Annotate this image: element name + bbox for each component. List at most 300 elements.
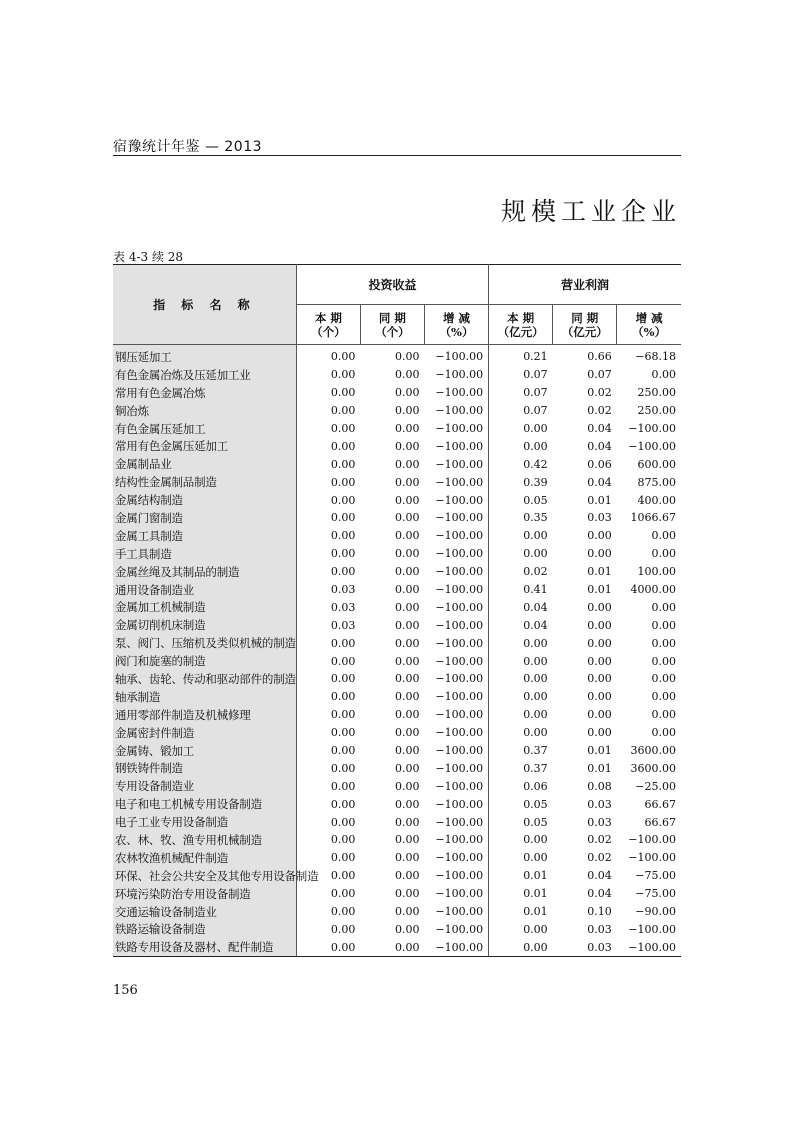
row-value-cell: 0.00 (651, 618, 676, 632)
table-row (113, 545, 681, 563)
row-value-cell: 0.00 (394, 708, 420, 722)
row-indicator-name: 交通运输设备制造业 (113, 903, 296, 921)
table-row (113, 491, 681, 509)
table-row (113, 509, 681, 527)
row-indicator-name: 通用零部件制造及机械修理 (113, 706, 296, 724)
row-value-cell: 0.00 (330, 368, 356, 382)
subheader-unit: （%） (632, 324, 667, 339)
row-value-cell: −75.00 (635, 869, 676, 883)
row-value-cell: 0.42 (523, 457, 548, 471)
row-value-cell: 0.05 (523, 493, 548, 507)
row-value-cell: 0.39 (523, 475, 548, 489)
row-value-cell: 0.00 (330, 404, 356, 418)
row-value-cell: 0.01 (523, 869, 548, 883)
row-value-cell: 0.00 (330, 797, 356, 811)
group-header-operating-profit: 营业利润 (489, 265, 681, 305)
header-rule (113, 155, 681, 156)
row-value-cell: 0.00 (394, 511, 420, 525)
row-value-cell: 0.03 (330, 583, 356, 597)
row-value-cell: 4000.00 (630, 583, 676, 597)
row-value-cell: 0.04 (587, 422, 612, 435)
table-row (113, 885, 681, 903)
table-row (113, 903, 681, 921)
table-row (113, 867, 681, 885)
row-value-cell: 0.02 (587, 404, 612, 418)
row-value-cell: 0.03 (587, 797, 612, 811)
row-value-cell: 0.00 (330, 726, 356, 740)
row-value-cell: 0.01 (587, 565, 612, 579)
row-value-cell: 0.00 (394, 922, 420, 936)
row-value-cell: 0.03 (587, 815, 612, 829)
row-value-cell: −100.00 (424, 345, 488, 366)
row-value-cell: 0.00 (330, 422, 356, 435)
row-value-cell: 0.00 (651, 529, 676, 543)
row-value-cell: 0.00 (394, 672, 420, 686)
row-value-cell: 0.06 (587, 457, 612, 471)
row-value-cell: 0.00 (330, 833, 356, 847)
row-value-cell: 0.00 (523, 547, 548, 561)
row-value-cell: 0.00 (394, 350, 420, 364)
row-value-cell: −100.00 (628, 422, 676, 435)
row-indicator-name: 金属铸、锻加工 (113, 742, 296, 760)
row-value-cell: 0.00 (330, 905, 356, 919)
row-value-cell: 0.00 (394, 797, 420, 811)
row-value-cell: 0.00 (587, 708, 612, 722)
subheader-label: 同 期 (378, 310, 406, 325)
subheader-unit: （个） (311, 324, 346, 339)
row-value-cell: 0.01 (587, 761, 612, 775)
row-value-cell: 0.05 (523, 815, 548, 829)
row-value-cell: 0.00 (651, 726, 676, 740)
row-value-cell: 0.01 (587, 583, 612, 597)
row-value-cell: 0.00 (330, 386, 356, 400)
row-value-cell: −100.00 (424, 402, 488, 420)
row-indicator-name: 金属工具制造 (113, 527, 296, 545)
row-value-cell: 0.00 (330, 350, 356, 364)
table-row (113, 742, 681, 760)
row-value-cell: 0.00 (330, 457, 356, 471)
row-value-cell: 0.00 (651, 368, 676, 382)
row-value-cell: −100.00 (424, 849, 488, 867)
subheader-change (424, 305, 488, 345)
row-value-cell: 0.21 (523, 350, 548, 364)
row-value-cell: 0.00 (523, 636, 548, 650)
subheader-current (296, 305, 360, 345)
row-value-cell: 0.00 (587, 547, 612, 561)
row-value-cell: 0.00 (394, 547, 420, 561)
row-indicator-name: 铁路运输设备制造 (113, 921, 296, 939)
row-value-cell: 0.00 (330, 672, 356, 686)
row-value-cell: 0.00 (587, 690, 612, 704)
row-value-cell: 0.00 (394, 779, 420, 793)
row-value-cell: 3600.00 (630, 744, 676, 758)
row-value-cell: 875.00 (637, 475, 676, 489)
row-value-cell: −100.00 (424, 885, 488, 903)
row-value-cell: 0.00 (394, 761, 420, 775)
row-value-cell: 0.37 (523, 744, 548, 758)
indicator-name-header: 指 标 名 称 (113, 265, 296, 345)
row-value-cell: 0.00 (523, 529, 548, 543)
subheader-label: 同 期 (571, 310, 599, 325)
row-value-cell: 0.07 (587, 368, 612, 382)
row-indicator-name: 环境污染防治专用设备制造 (113, 885, 296, 903)
row-value-cell: 0.03 (587, 511, 612, 525)
row-value-cell: −100.00 (628, 940, 676, 954)
row-value-cell: 0.00 (651, 672, 676, 686)
row-value-cell: 0.00 (394, 439, 420, 453)
row-indicator-name: 轴承制造 (113, 688, 296, 706)
table-caption: 表 4-3 续 28 (113, 250, 184, 264)
table-row (113, 724, 681, 742)
row-value-cell: 0.04 (523, 600, 548, 614)
table-row (113, 634, 681, 652)
row-indicator-name: 结构性金属制品制造 (113, 473, 296, 491)
row-value-cell: 0.01 (587, 744, 612, 758)
row-value-cell: −100.00 (424, 366, 488, 384)
row-value-cell: 0.00 (394, 529, 420, 543)
row-indicator-name: 电子工业专用设备制造 (113, 813, 296, 831)
row-value-cell: 0.35 (523, 511, 548, 525)
row-indicator-name: 有色金属冶炼及压延加工业 (113, 366, 296, 384)
row-value-cell: 0.00 (330, 851, 356, 865)
row-value-cell: 0.00 (587, 529, 612, 543)
row-value-cell: 0.00 (330, 636, 356, 650)
row-indicator-name: 农、林、牧、渔专用机械制造 (113, 831, 296, 849)
row-value-cell: 0.00 (330, 744, 356, 758)
row-value-cell: 0.00 (587, 600, 612, 614)
row-value-cell: 0.00 (394, 404, 420, 418)
table-body (113, 345, 681, 957)
subheader-current (489, 305, 553, 345)
row-value-cell: 0.00 (651, 547, 676, 561)
table-row (113, 563, 681, 581)
table-row (113, 345, 681, 366)
row-value-cell: −100.00 (424, 563, 488, 581)
row-value-cell: 0.00 (330, 475, 356, 489)
table-row (113, 402, 681, 420)
row-value-cell: 0.00 (394, 654, 420, 668)
row-value-cell: 0.00 (651, 636, 676, 650)
row-value-cell: −100.00 (424, 688, 488, 706)
row-value-cell: 0.00 (523, 422, 548, 435)
row-value-cell: 0.00 (394, 815, 420, 829)
row-value-cell: 0.01 (523, 887, 548, 901)
row-value-cell: 0.02 (523, 565, 548, 579)
row-value-cell: 0.00 (394, 565, 420, 579)
row-value-cell: 0.00 (330, 565, 356, 579)
row-value-cell: −100.00 (424, 634, 488, 652)
row-value-cell: −100.00 (424, 831, 488, 849)
row-indicator-name: 泵、阀门、压缩机及类似机械的制造 (115, 636, 296, 651)
row-value-cell: 0.00 (651, 708, 676, 722)
row-value-cell: 0.66 (587, 350, 612, 364)
table-row (113, 688, 681, 706)
row-indicator-name: 环保、社会公共安全及其他专用设备制造 (115, 868, 319, 883)
row-value-cell: −100.00 (628, 922, 676, 936)
row-value-cell: 0.00 (651, 600, 676, 614)
row-value-cell: 400.00 (637, 493, 676, 507)
row-value-cell: 0.00 (587, 726, 612, 740)
row-value-cell: −100.00 (424, 813, 488, 831)
row-value-cell: 0.04 (587, 439, 612, 453)
table-row (113, 455, 681, 473)
row-value-cell: 0.00 (330, 869, 356, 883)
table-row (113, 437, 681, 455)
row-value-cell: 0.00 (394, 940, 420, 954)
row-value-cell: 0.05 (523, 797, 548, 811)
row-value-cell: 0.00 (523, 708, 548, 722)
row-value-cell: 0.00 (523, 672, 548, 686)
table-row (113, 938, 681, 956)
row-value-cell: 0.00 (651, 654, 676, 668)
subheader-label: 本 期 (314, 310, 342, 325)
row-indicator-name: 有色金属压延加工 (113, 420, 296, 438)
row-value-cell: −100.00 (424, 795, 488, 813)
row-value-cell: 0.00 (394, 851, 420, 865)
row-value-cell: 0.00 (330, 529, 356, 543)
row-value-cell: 0.00 (394, 422, 420, 435)
row-value-cell: 0.04 (523, 618, 548, 632)
subheader-unit: （亿元） (497, 324, 544, 339)
row-value-cell: −100.00 (424, 437, 488, 455)
row-indicator-name: 金属加工机械制造 (113, 598, 296, 616)
table-row (113, 849, 681, 867)
row-value-cell: 0.04 (587, 887, 612, 901)
row-value-cell: 0.00 (587, 654, 612, 668)
row-value-cell: 0.00 (523, 833, 548, 847)
row-value-cell: 0.00 (523, 726, 548, 740)
row-value-cell: −100.00 (424, 742, 488, 760)
table-row (113, 670, 681, 688)
row-value-cell: 0.00 (523, 922, 548, 936)
row-indicator-name: 铜冶炼 (113, 402, 296, 420)
row-value-cell: 1066.67 (630, 511, 676, 525)
row-value-cell: −90.00 (635, 905, 676, 919)
table-row (113, 795, 681, 813)
row-value-cell: 0.00 (587, 618, 612, 632)
subheader-unit: （%） (439, 324, 474, 339)
row-value-cell: −100.00 (424, 938, 488, 956)
row-value-cell: −100.00 (424, 867, 488, 885)
row-value-cell: 0.03 (587, 940, 612, 954)
table-row (113, 598, 681, 616)
row-value-cell: 0.00 (394, 368, 420, 382)
table-row (113, 813, 681, 831)
row-value-cell: 0.00 (394, 583, 420, 597)
row-indicator-name: 电子和电工机械专用设备制造 (113, 795, 296, 813)
row-value-cell: 600.00 (637, 457, 676, 471)
row-value-cell: 0.00 (394, 833, 420, 847)
row-indicator-name: 金属制品业 (113, 455, 296, 473)
row-value-cell: 0.00 (394, 726, 420, 740)
row-value-cell: −100.00 (424, 921, 488, 939)
row-value-cell: 0.00 (523, 851, 548, 865)
table-row (113, 581, 681, 599)
row-value-cell: 0.00 (330, 940, 356, 954)
row-value-cell: 0.00 (394, 600, 420, 614)
row-value-cell: −100.00 (424, 545, 488, 563)
row-value-cell: 0.00 (394, 744, 420, 758)
row-value-cell: 0.00 (330, 887, 356, 901)
row-indicator-name: 阀门和旋塞的制造 (113, 652, 296, 670)
row-value-cell: −100.00 (424, 581, 488, 599)
row-value-cell: 0.00 (394, 690, 420, 704)
row-indicator-name: 轴承、齿轮、传动和驱动部件的制造 (115, 671, 296, 686)
row-value-cell: −68.18 (635, 350, 676, 364)
row-indicator-name: 金属丝绳及其制品的制造 (113, 563, 296, 581)
row-value-cell: 0.00 (330, 922, 356, 936)
row-value-cell: 0.00 (523, 940, 548, 954)
row-value-cell: −100.00 (424, 724, 488, 742)
row-value-cell: −100.00 (424, 670, 488, 688)
subheader-prior (360, 305, 424, 345)
row-value-cell: 0.00 (330, 761, 356, 775)
row-value-cell: 0.00 (330, 708, 356, 722)
row-value-cell: 0.02 (587, 851, 612, 865)
table-row (113, 652, 681, 670)
row-value-cell: 0.02 (587, 833, 612, 847)
row-value-cell: 0.01 (587, 493, 612, 507)
row-value-cell: −75.00 (635, 887, 676, 901)
row-value-cell: 0.37 (523, 761, 548, 775)
table-row (113, 420, 681, 438)
row-indicator-name: 常用有色金属压延加工 (113, 437, 296, 455)
row-value-cell: 0.00 (330, 690, 356, 704)
row-value-cell: −100.00 (628, 851, 676, 865)
row-value-cell: 0.00 (523, 654, 548, 668)
subheader-unit: （亿元） (561, 324, 608, 339)
row-value-cell: 0.41 (523, 583, 548, 597)
row-value-cell: −100.00 (424, 616, 488, 634)
row-value-cell: 250.00 (637, 386, 676, 400)
row-indicator-name: 常用有色金属冶炼 (113, 384, 296, 402)
row-value-cell: −100.00 (424, 384, 488, 402)
table-row (113, 384, 681, 402)
subheader-label: 增 减 (635, 310, 663, 325)
row-value-cell: −100.00 (424, 455, 488, 473)
table-row (113, 777, 681, 795)
subheader-label: 本 期 (507, 310, 535, 325)
table-row (113, 831, 681, 849)
row-indicator-name: 铁路专用设备及器材、配件制造 (113, 938, 296, 956)
row-indicator-name: 专用设备制造业 (113, 777, 296, 795)
row-value-cell: 0.00 (330, 547, 356, 561)
row-indicator-name: 金属门窗制造 (113, 509, 296, 527)
row-value-cell: 66.67 (644, 815, 676, 829)
row-value-cell: −100.00 (424, 903, 488, 921)
row-value-cell: 0.00 (394, 493, 420, 507)
subheader-label: 增 减 (443, 310, 471, 325)
table-row (113, 706, 681, 724)
row-indicator-name: 手工具制造 (113, 545, 296, 563)
row-value-cell: −100.00 (424, 509, 488, 527)
statistics-table (113, 264, 681, 957)
row-indicator-name: 农林牧渔机械配件制造 (113, 849, 296, 867)
row-value-cell: −100.00 (424, 527, 488, 545)
row-value-cell: 3600.00 (630, 761, 676, 775)
row-value-cell: 0.00 (394, 869, 420, 883)
row-value-cell: 0.00 (394, 636, 420, 650)
row-value-cell: −100.00 (424, 777, 488, 795)
row-value-cell: 0.00 (523, 439, 548, 453)
row-value-cell: −100.00 (628, 833, 676, 847)
row-value-cell: 0.00 (394, 887, 420, 901)
table-row (113, 527, 681, 545)
row-value-cell: 0.06 (523, 779, 548, 793)
row-value-cell: −100.00 (424, 473, 488, 491)
row-indicator-name: 金属密封件制造 (113, 724, 296, 742)
row-value-cell: 0.00 (330, 439, 356, 453)
row-value-cell: 0.00 (587, 636, 612, 650)
row-value-cell: 0.03 (330, 600, 356, 614)
row-value-cell: 0.00 (330, 511, 356, 525)
row-value-cell: 0.03 (330, 618, 356, 632)
running-header: 宿豫统计年鉴 — 2013 (113, 139, 263, 155)
row-value-cell: −100.00 (424, 420, 488, 438)
row-indicator-name: 通用设备制造业 (113, 581, 296, 599)
row-value-cell: 0.00 (330, 779, 356, 793)
row-value-cell: 0.00 (394, 618, 420, 632)
row-indicator-name: 钢压延加工 (113, 345, 296, 366)
row-value-cell: −100.00 (424, 491, 488, 509)
table-row (113, 366, 681, 384)
group-header-investment-income: 投资收益 (296, 265, 488, 305)
row-value-cell: 0.04 (587, 475, 612, 489)
row-value-cell: 0.00 (330, 493, 356, 507)
row-value-cell: −25.00 (635, 779, 676, 793)
table-row (113, 473, 681, 491)
row-value-cell: −100.00 (424, 652, 488, 670)
row-value-cell: 0.00 (394, 905, 420, 919)
row-value-cell: 0.00 (330, 815, 356, 829)
row-indicator-name: 钢铁铸件制造 (113, 759, 296, 777)
row-value-cell: 0.10 (587, 905, 612, 919)
row-value-cell: 0.07 (523, 386, 548, 400)
row-value-cell: −100.00 (628, 439, 676, 453)
row-value-cell: 0.00 (651, 690, 676, 704)
row-value-cell: 0.00 (394, 475, 420, 489)
row-indicator-name: 金属结构制造 (113, 491, 296, 509)
subheader-change (617, 305, 681, 345)
row-value-cell: 0.08 (587, 779, 612, 793)
row-value-cell: 0.04 (587, 869, 612, 883)
row-value-cell: 66.67 (644, 797, 676, 811)
row-value-cell: 0.00 (394, 386, 420, 400)
row-value-cell: 100.00 (637, 565, 676, 579)
subheader-prior (553, 305, 617, 345)
row-value-cell: 0.00 (330, 654, 356, 668)
row-indicator-name: 金属切削机床制造 (113, 616, 296, 634)
row-value-cell: 0.00 (523, 690, 548, 704)
row-value-cell: 0.01 (523, 905, 548, 919)
row-value-cell: 0.07 (523, 404, 548, 418)
row-value-cell: 0.00 (394, 457, 420, 471)
row-value-cell: −100.00 (424, 759, 488, 777)
row-value-cell: 0.03 (587, 922, 612, 936)
subheader-unit: （个） (375, 324, 410, 339)
row-value-cell: −100.00 (424, 706, 488, 724)
row-value-cell: −100.00 (424, 598, 488, 616)
table-row (113, 921, 681, 939)
row-value-cell: 250.00 (637, 404, 676, 418)
row-value-cell: 0.07 (523, 368, 548, 382)
table-row (113, 616, 681, 634)
page-number: 156 (113, 983, 138, 998)
table-row (113, 759, 681, 777)
chapter-title: 规模工业企业 (500, 197, 681, 226)
row-value-cell: 0.02 (587, 386, 612, 400)
row-value-cell: 0.00 (587, 672, 612, 686)
